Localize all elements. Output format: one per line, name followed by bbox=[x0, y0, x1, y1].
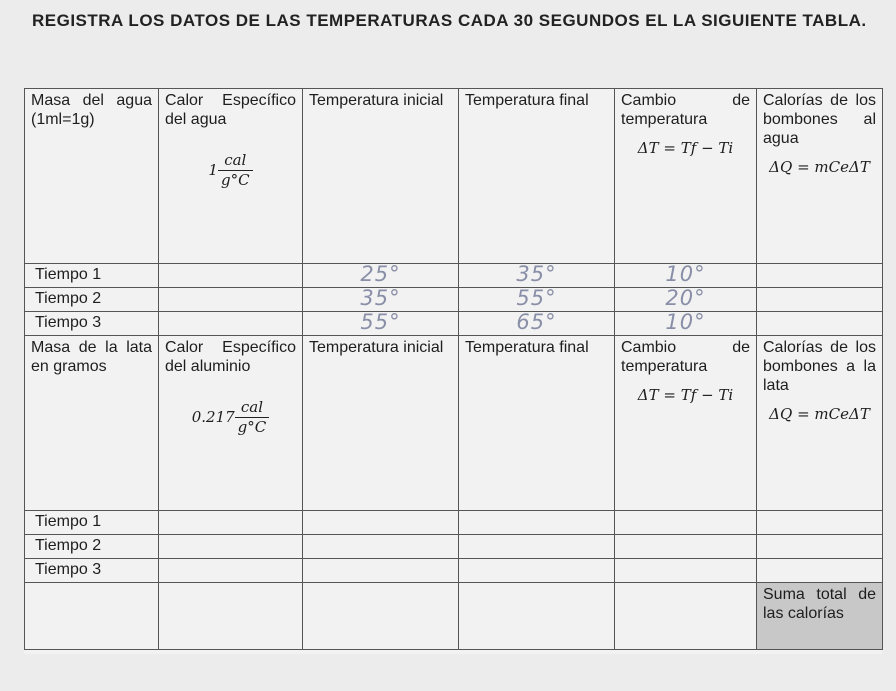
table-cell bbox=[459, 559, 615, 583]
table-cell bbox=[159, 535, 303, 559]
summary-row bbox=[25, 583, 883, 650]
table-cell bbox=[757, 511, 883, 535]
water-final-temp-header: Temperatura final bbox=[459, 89, 615, 264]
water-calories-label: Calorías de los bombones al agua bbox=[763, 92, 876, 147]
can-header-row bbox=[25, 336, 883, 511]
final-temp-value: 35° bbox=[459, 264, 615, 288]
table-row bbox=[25, 288, 883, 312]
can-final-temp-header: Temperatura final bbox=[459, 336, 615, 511]
temperature-table-sheet bbox=[24, 88, 882, 654]
table-cell bbox=[159, 288, 303, 312]
water-calories-header bbox=[757, 89, 883, 264]
table-cell bbox=[615, 511, 757, 535]
table-row bbox=[25, 535, 883, 559]
aluminum-specific-heat-value bbox=[165, 398, 296, 437]
table-cell bbox=[159, 559, 303, 583]
can-mass-header: Masa de la lata en gramos bbox=[25, 336, 159, 511]
aluminum-heat-unit bbox=[235, 398, 270, 437]
water-calories-formula: ΔQ = mCeΔT bbox=[769, 158, 870, 176]
temp-change-value: 20° bbox=[615, 288, 757, 312]
can-calories-header bbox=[757, 336, 883, 511]
aluminum-specific-heat-label: Calor Específico del aluminio bbox=[165, 339, 296, 375]
can-temp-change-label: Cambio de temperatura bbox=[621, 339, 750, 375]
table-cell bbox=[615, 535, 757, 559]
final-temp-value: 55° bbox=[459, 288, 615, 312]
can-calories-formula: ΔQ = mCeΔT bbox=[769, 405, 870, 423]
water-temp-change-header bbox=[615, 89, 757, 264]
temp-change-value: 10° bbox=[615, 312, 757, 336]
table-cell bbox=[757, 535, 883, 559]
table-cell bbox=[615, 559, 757, 583]
row-label: Tiempo 2 bbox=[25, 288, 159, 312]
water-header-row bbox=[25, 89, 883, 264]
initial-temp-value: 25° bbox=[303, 264, 459, 288]
page-heading: REGISTRA LOS DATOS DE LAS TEMPERATURAS CADA 30 SEGUNDOS EL LA SIGUIENTE TABLA. bbox=[32, 11, 867, 30]
row-label: Tiempo 2 bbox=[25, 535, 159, 559]
table-cell bbox=[303, 583, 459, 650]
water-specific-heat-value bbox=[165, 151, 296, 190]
water-initial-temp-header: Temperatura inicial bbox=[303, 89, 459, 264]
water-heat-number: 1 bbox=[208, 161, 218, 179]
row-label: Tiempo 3 bbox=[25, 559, 159, 583]
table-row bbox=[25, 264, 883, 288]
total-calories-cell: Suma total de las calorías bbox=[757, 583, 883, 650]
table-cell bbox=[757, 264, 883, 288]
table-cell bbox=[303, 559, 459, 583]
table-cell bbox=[159, 583, 303, 650]
water-mass-header: Masa del agua (1ml=1g) bbox=[25, 89, 159, 264]
can-calories-label: Calorías de los bombones a la lata bbox=[763, 339, 876, 394]
final-temp-value: 65° bbox=[459, 312, 615, 336]
table-row bbox=[25, 312, 883, 336]
water-specific-heat-label: Calor Específico del agua bbox=[165, 92, 296, 128]
table-row bbox=[25, 511, 883, 535]
water-unit-denominator: g°C bbox=[220, 171, 250, 189]
temperature-table bbox=[24, 88, 883, 650]
table-cell bbox=[303, 535, 459, 559]
table-cell bbox=[159, 511, 303, 535]
table-cell bbox=[459, 511, 615, 535]
water-temp-change-formula: ΔT = Tf − Ti bbox=[637, 139, 734, 157]
table-cell bbox=[25, 583, 159, 650]
row-label: Tiempo 1 bbox=[25, 264, 159, 288]
table-cell bbox=[159, 264, 303, 288]
table-cell bbox=[615, 583, 757, 650]
table-cell bbox=[757, 288, 883, 312]
table-row bbox=[25, 559, 883, 583]
water-specific-heat-header bbox=[159, 89, 303, 264]
can-temp-change-formula: ΔT = Tf − Ti bbox=[637, 386, 734, 404]
table-cell bbox=[757, 559, 883, 583]
temp-change-value: 10° bbox=[615, 264, 757, 288]
table-cell bbox=[303, 511, 459, 535]
water-heat-unit bbox=[218, 151, 253, 190]
initial-temp-value: 55° bbox=[303, 312, 459, 336]
can-initial-temp-header: Temperatura inicial bbox=[303, 336, 459, 511]
table-cell bbox=[757, 312, 883, 336]
row-label: Tiempo 3 bbox=[25, 312, 159, 336]
initial-temp-value: 35° bbox=[303, 288, 459, 312]
table-cell bbox=[459, 535, 615, 559]
table-cell bbox=[459, 583, 615, 650]
water-temp-change-label: Cambio de temperatura bbox=[621, 92, 750, 128]
can-temp-change-header bbox=[615, 336, 757, 511]
water-unit-numerator: cal bbox=[218, 151, 253, 171]
aluminum-heat-number: 0.217 bbox=[191, 408, 235, 426]
row-label: Tiempo 1 bbox=[25, 511, 159, 535]
table-cell bbox=[159, 312, 303, 336]
aluminum-unit-numerator: cal bbox=[235, 398, 270, 418]
aluminum-unit-denominator: g°C bbox=[237, 418, 267, 436]
aluminum-specific-heat-header bbox=[159, 336, 303, 511]
